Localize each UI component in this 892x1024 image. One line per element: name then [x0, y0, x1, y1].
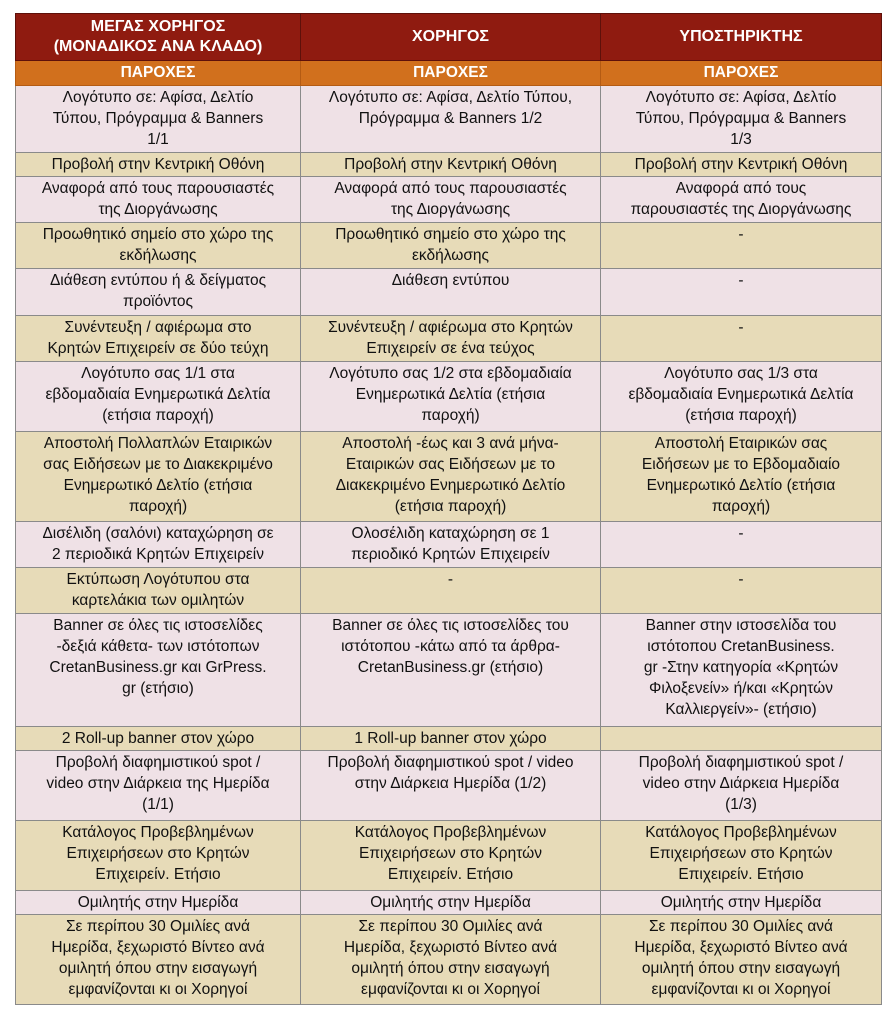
benefit-text: Αποστολή Εταιρικών σας Ειδήσεων με το Εβδομαδιαίο Ενημερωτικό Δελτίο (ετήσια παροχή) [641, 435, 841, 515]
benefit-row [16, 223, 882, 269]
benefit-text: Σε περίπου 30 Ομιλίες ανά Ημερίδα, ξεχωριστό Βίντεο ανά ομιλητή όπου στην εισαγωγή εμφανίζονται κι οι Χορηγοί [51, 918, 265, 998]
sponsor-benefit-cell [301, 177, 601, 223]
tier-sponsor-header [301, 14, 601, 61]
benefit-text: Προβολή διαφημιστικού spot / video στην Διάρκεια Ημερίδα (1/3) [638, 754, 844, 813]
tier-supporter-header [601, 14, 882, 61]
supporter-benefit-cell [601, 362, 882, 432]
benefit-text: Ομιλητής στην Ημερίδα [77, 894, 239, 911]
tier-grand-sponsor-label: ΜΕΓΑΣ ΧΟΡΗΓΟΣ (ΜΟΝΑΔΙΚΟΣ ΑΝΑ ΚΛΑΔΟ) [53, 18, 263, 55]
benefit-text: Λογότυπο σας 1/1 στα εβδομαδιαία Ενημερωτικά Δελτία (ετήσια παροχή) [45, 365, 271, 424]
tier-supporter-label: ΥΠΟΣΤΗΡΙΚΤΗΣ [679, 28, 803, 45]
benefit-text: Αποστολή -έως και 3 ανά μήνα- Εταιρικών σας Ειδήσεων με το Διακεκριμένο Ενημερωτικό Δελτίο (ετήσια παροχή) [335, 435, 566, 515]
grand-sponsor-benefit-cell [16, 522, 301, 568]
benefits-subheader-label: ΠΑΡΟΧΕΣ [120, 64, 196, 81]
supporter-benefit-cell [601, 522, 882, 568]
benefit-text: Αναφορά από τους παρουσιαστές της Διοργάνωσης [41, 180, 275, 218]
benefit-row [16, 915, 882, 1005]
grand-sponsor-benefit-cell [16, 223, 301, 269]
tier-header-row [16, 14, 882, 61]
grand-sponsor-benefit-cell [16, 316, 301, 362]
benefit-text: Λογότυπο σε: Αφίσα, Δελτίο Τύπου, Πρόγραμμα & Banners 1/3 [635, 89, 847, 148]
benefit-row [16, 522, 882, 568]
benefit-text: Αποστολή Πολλαπλών Εταιρικών σας Ειδήσεων με το Διακεκριμένο Ενημερωτικό Δελτίο (ετήσια παροχή) [43, 435, 273, 515]
benefit-row [16, 727, 882, 751]
benefit-row [16, 316, 882, 362]
benefit-row [16, 891, 882, 915]
supporter-benefit-cell [601, 568, 882, 614]
benefit-text: - [738, 525, 744, 542]
benefit-text: - [447, 571, 454, 588]
sponsor-benefit-cell [301, 362, 601, 432]
benefit-text: - [738, 319, 744, 336]
grand-sponsor-benefit-cell [16, 269, 301, 316]
benefit-text: - [738, 571, 744, 588]
tier-grand-sponsor-header [16, 14, 301, 61]
grand-sponsor-benefit-cell [16, 727, 301, 751]
grand-sponsor-benefit-cell [16, 751, 301, 821]
benefit-text: Αναφορά από τους παρουσιαστές της Διοργάνωσης [630, 180, 852, 218]
benefit-text: Δισέλιδη (σαλόνι) καταχώρηση σε 2 περιοδικά Κρητών Επιχειρείν [42, 525, 274, 563]
benefit-text: Συνέντευξη / αφιέρωμα στο Κρητών Επιχειρείν σε ένα τεύχος [328, 319, 573, 357]
benefit-row [16, 153, 882, 177]
sponsorship-benefits-table [15, 13, 882, 1005]
benefit-text: Προωθητικό σημείο στο χώρο της εκδήλωσης [42, 226, 274, 264]
benefits-subheader-row [16, 61, 882, 86]
supporter-benefit-cell [601, 751, 882, 821]
benefit-text: Αναφορά από τους παρουσιαστές της Διοργάνωσης [334, 180, 567, 218]
grand-sponsor-benefit-cell [16, 891, 301, 915]
sponsor-benefit-cell [301, 614, 601, 727]
benefit-text: Κατάλογος Προβεβλημένων Επιχειρήσεων στο Κρητών Επιχειρείν. Ετήσιο [62, 824, 254, 883]
benefit-text: Λογότυπο σας 1/3 στα εβδομαδιαία Ενημερωτικά Δελτία (ετήσια παροχή) [628, 365, 854, 424]
tier-sponsor-label: ΧΟΡΗΓΟΣ [411, 28, 489, 45]
benefit-text: Banner σε όλες τις ιστοσελίδες -δεξιά κάθετα- των ιστότοπων CretanBusiness.gr και GrPress. gr (ετήσιο) [49, 617, 267, 697]
benefit-text: Διάθεση εντύπου ή & δείγματος προϊόντος [49, 272, 267, 310]
grand-sponsor-benefit-cell [16, 362, 301, 432]
supporter-benefit-cell [601, 915, 882, 1005]
benefit-text: 1 Roll-up banner στον χώρο [354, 730, 547, 747]
grand-sponsor-benefit-cell [16, 915, 301, 1005]
grand-sponsor-benefit-cell [16, 614, 301, 727]
benefit-row [16, 86, 882, 153]
benefit-text: Banner σε όλες τις ιστοσελίδες του ιστότοπου -κάτω από τα άρθρα- CretanBusiness.gr (ετήσιο) [332, 617, 569, 676]
benefit-row [16, 362, 882, 432]
grand-sponsor-benefit-cell [16, 153, 301, 177]
benefit-text: Λογότυπο σε: Αφίσα, Δελτίο Τύπου, Πρόγραμμα & Banners 1/1 [52, 89, 264, 148]
benefits-subheader-cell [16, 61, 301, 86]
benefit-text: - [738, 272, 744, 289]
supporter-benefit-cell [601, 153, 882, 177]
benefit-text: Σε περίπου 30 Ομιλίες ανά Ημερίδα, ξεχωριστό Βίντεο ανά ομιλητή όπου στην εισαγωγή εμφανίζονται κι οι Χορηγοί [634, 918, 848, 998]
benefit-row [16, 432, 882, 522]
benefit-row [16, 821, 882, 891]
supporter-benefit-cell [601, 177, 882, 223]
grand-sponsor-benefit-cell [16, 568, 301, 614]
supporter-benefit-cell [601, 614, 882, 727]
benefit-text: Προβολή στην Κεντρική Οθόνη [344, 156, 557, 173]
benefit-text: Προβολή διαφημιστικού spot / video στην Διάρκεια Ημερίδα (1/2) [327, 754, 574, 792]
benefit-text: Κατάλογος Προβεβλημένων Επιχειρήσεων στο Κρητών Επιχειρείν. Ετήσιο [354, 824, 547, 883]
sponsor-benefit-cell [301, 86, 601, 153]
benefit-text: - [738, 226, 744, 243]
sponsor-benefit-cell [301, 568, 601, 614]
benefit-text: Ομιλητής στην Ημερίδα [370, 894, 531, 911]
benefit-text: Κατάλογος Προβεβλημένων Επιχειρήσεων στο Κρητών Επιχειρείν. Ετήσιο [645, 824, 837, 883]
benefit-text: Λογότυπο σε: Αφίσα, Δελτίο Τύπου, Πρόγραμμα & Banners 1/2 [328, 89, 573, 127]
benefit-text: Σε περίπου 30 Ομιλίες ανά Ημερίδα, ξεχωριστό Βίντεο ανά ομιλητή όπου στην εισαγωγή εμφανίζονται κι οι Χορηγοί [343, 918, 558, 998]
benefit-text: Προωθητικό σημείο στο χώρο της εκδήλωσης [335, 226, 566, 264]
grand-sponsor-benefit-cell [16, 821, 301, 891]
sponsorship-table-container [15, 13, 881, 1005]
benefits-subheader-cell [601, 61, 882, 86]
grand-sponsor-benefit-cell [16, 177, 301, 223]
benefit-row [16, 269, 882, 316]
supporter-benefit-cell [601, 727, 882, 751]
supporter-benefit-cell [601, 269, 882, 316]
supporter-benefit-cell [601, 891, 882, 915]
grand-sponsor-benefit-cell [16, 86, 301, 153]
supporter-benefit-cell [601, 821, 882, 891]
benefit-text: Προβολή στην Κεντρική Οθόνη [634, 156, 848, 173]
sponsor-benefit-cell [301, 727, 601, 751]
benefit-row [16, 751, 882, 821]
benefit-text: Εκτύπωση Λογότυπου στα καρτελάκια των ομιλητών [66, 571, 250, 609]
sponsor-benefit-cell [301, 522, 601, 568]
benefit-text: Συνέντευξη / αφιέρωμα στο Κρητών Επιχειρείν σε δύο τεύχη [47, 319, 269, 357]
benefit-text: Διάθεση εντύπου [391, 272, 510, 289]
sponsor-benefit-cell [301, 153, 601, 177]
sponsor-benefit-cell [301, 223, 601, 269]
benefit-text: Προβολή στην Κεντρική Οθόνη [51, 156, 265, 173]
supporter-benefit-cell [601, 316, 882, 362]
supporter-benefit-cell [601, 86, 882, 153]
sponsor-benefit-cell [301, 751, 601, 821]
benefits-subheader-label: ΠΑΡΟΧΕΣ [703, 64, 779, 81]
benefits-subheader-label: ΠΑΡΟΧΕΣ [413, 64, 488, 81]
benefit-text: Ομιλητής στην Ημερίδα [660, 894, 822, 911]
benefit-text: Λογότυπο σας 1/2 στα εβδομαδιαία Ενημερωτικά Δελτία (ετήσια παροχή) [329, 365, 572, 424]
sponsor-benefit-cell [301, 915, 601, 1005]
supporter-benefit-cell [601, 223, 882, 269]
benefit-text: 2 Roll-up banner στον χώρο [61, 730, 255, 747]
benefit-row [16, 614, 882, 727]
sponsor-benefit-cell [301, 269, 601, 316]
benefit-text: Προβολή διαφημιστικού spot / video στην Διάρκεια της Ημερίδα (1/1) [46, 754, 270, 813]
grand-sponsor-benefit-cell [16, 432, 301, 522]
benefit-text: Banner στην ιστοσελίδα του ιστότοπου CretanBusiness. gr -Στην κατηγορία «Κρητών Φιλοξενείν» ή/και «Κρητών Καλλιεργείν»- (ετήσιο) [643, 617, 839, 718]
benefits-subheader-cell [301, 61, 601, 86]
sponsor-benefit-cell [301, 891, 601, 915]
supporter-benefit-cell [601, 432, 882, 522]
benefit-row [16, 177, 882, 223]
sponsor-benefit-cell [301, 432, 601, 522]
benefit-text: Ολοσέλιδη καταχώρηση σε 1 περιοδικό Κρητών Επιχειρείν [351, 525, 550, 563]
sponsor-benefit-cell [301, 316, 601, 362]
sponsor-benefit-cell [301, 821, 601, 891]
benefit-row [16, 568, 882, 614]
